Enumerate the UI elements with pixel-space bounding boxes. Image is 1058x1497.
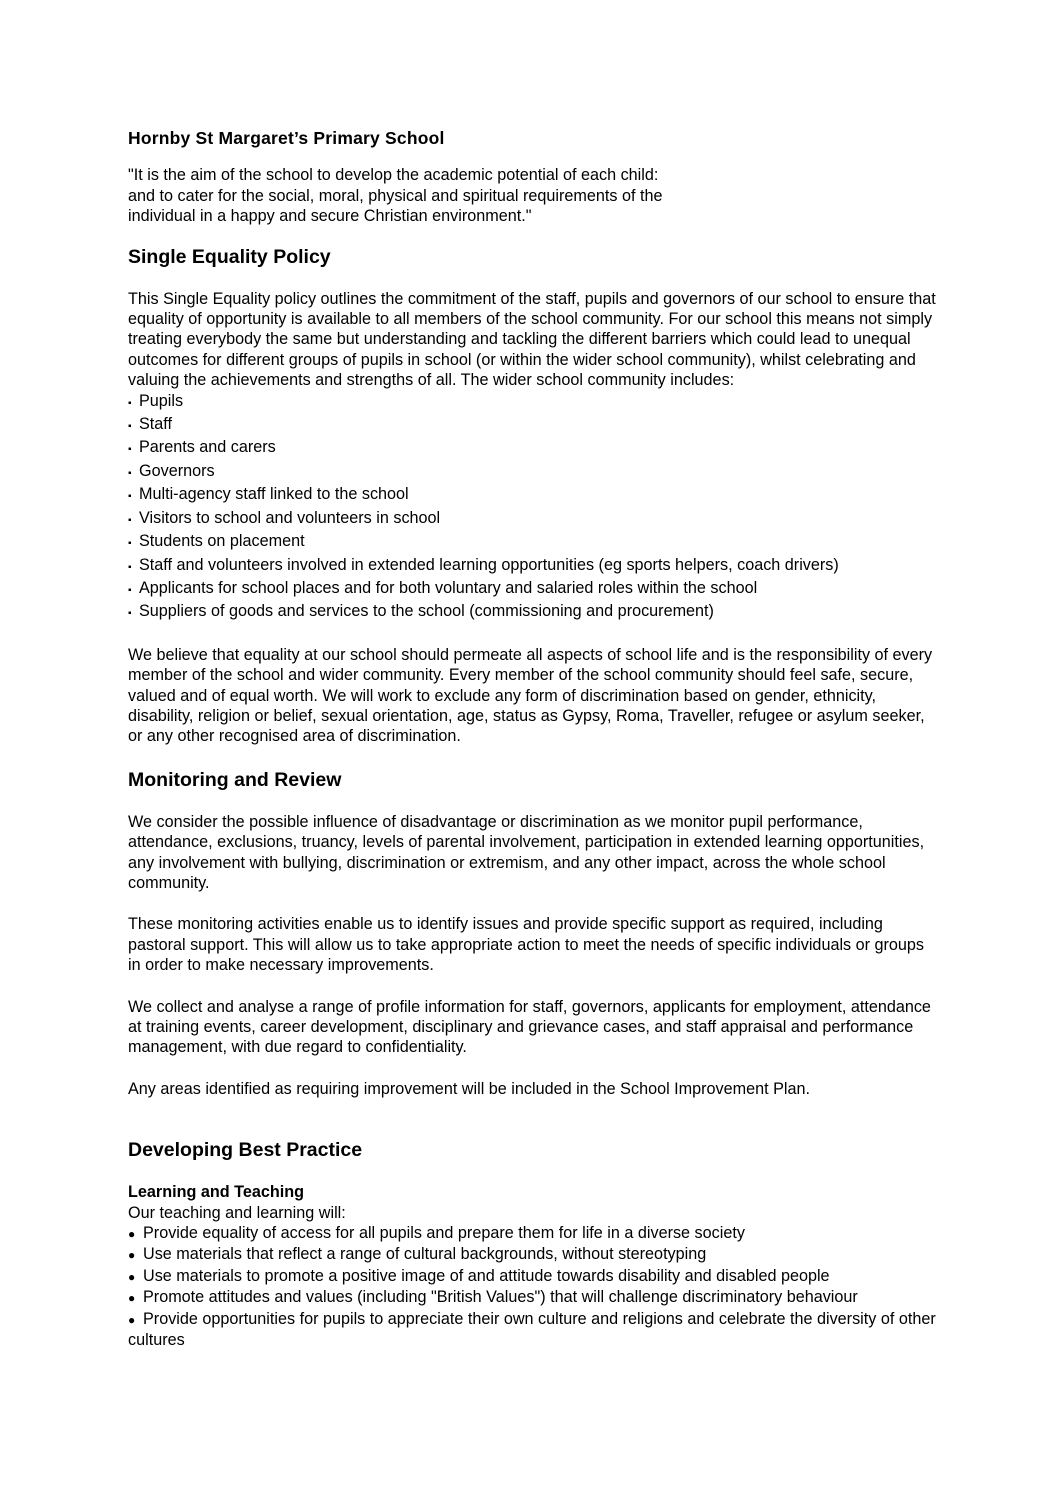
list-item: ▪ Governors xyxy=(128,461,940,484)
motto-line: "It is the aim of the school to develop the academic potential of each child: xyxy=(128,166,659,185)
single-equality-intro: This Single Equality policy outlines the commitment of the staff, pupils and governors of our school to ensure that equality of opportunity is available to all members of the school community. For our school this means not simply treating everybody the same but understanding and tackling the different barriers which could lead to unequal outcomes for different groups of pupils in school (or within the wider school community), whilst celebrating and valuing the achievements and strengths of all. The wider school community includes: xyxy=(128,289,936,390)
list-item: ● Promote attitudes and values (including "British Values") that will challenge discriminatory behaviour xyxy=(128,1287,940,1308)
monitoring-paragraph: We consider the possible influence of disadvantage or discrimination as we monitor pupil performance, attendance, exclusions, truancy, levels of parental involvement, participation in extended learning opportunities, any involvement with bullying, discrimination or extremism, and any other impact, across the whole school community. xyxy=(128,812,925,892)
subheading-learning-teaching: Learning and Teaching xyxy=(128,1183,304,1202)
list-item: ▪ Staff xyxy=(128,414,940,437)
list-item: ▪ Suppliers of goods and services to the school (commissioning and procurement) xyxy=(128,601,940,624)
section-heading-single-equality: Single Equality Policy xyxy=(128,245,331,268)
monitoring-paragraph: These monitoring activities enable us to identify issues and provide specific support as required, including pastoral support. This will allow us to take appropriate action to meet the needs of specific individuals or groups in order to make necessary improvements. xyxy=(128,915,925,975)
list-item: ▪ Visitors to school and volunteers in school xyxy=(128,508,940,531)
list-item: ▪ Multi-agency staff linked to the school xyxy=(128,484,940,507)
section-heading-best-practice: Developing Best Practice xyxy=(128,1139,363,1162)
list-item: ▪ Staff and volunteers involved in extended learning opportunities (eg sports helpers, coach drivers) xyxy=(128,555,940,578)
monitoring-paragraph: Any areas identified as requiring improvement will be included in the School Improvement Plan. xyxy=(128,1079,811,1098)
list-item: ● Use materials to promote a positive image of and attitude towards disability and disabled people xyxy=(128,1266,940,1287)
motto-line: individual in a happy and secure Christian environment." xyxy=(128,207,532,226)
learning-list xyxy=(128,1223,940,1350)
section-heading-monitoring: Monitoring and Review xyxy=(128,768,342,791)
list-item: ▪ Applicants for school places and for both voluntary and salaried roles within the school xyxy=(128,578,940,601)
spacer xyxy=(128,1120,940,1138)
list-item: ▪ Pupils xyxy=(128,391,940,414)
document-page xyxy=(128,128,940,1350)
equality-belief-paragraph: We believe that equality at our school should permeate all aspects of school life and is the responsibility of every member of the school and wider community. Every member of the school community should feel safe, secure, valued and of equal worth. We will work to exclude any form of discrimination based on gender, ethnicity, disability, religion or belief, sexual orientation, age, status as Gypsy, Roma, Traveller, refugee or asylum seeker, or any other recognised area of discrimination. xyxy=(128,645,933,746)
learning-lead: Our teaching and learning will: xyxy=(128,1203,346,1222)
list-item: ▪ Parents and carers xyxy=(128,437,940,460)
school-name: Hornby St Margaret’s Primary School xyxy=(128,128,445,148)
list-item: ▪ Students on placement xyxy=(128,531,940,554)
motto-line: and to cater for the social, moral, physical and spiritual requirements of the xyxy=(128,186,663,205)
community-list xyxy=(128,391,940,625)
list-item: ● Provide equality of access for all pupils and prepare them for life in a diverse society xyxy=(128,1223,940,1244)
monitoring-paragraph: We collect and analyse a range of profile information for staff, governors, applicants for employment, attendance at training events, career development, disciplinary and grievance cases, and staff appraisal and performance management, with due regard to confidentiality. xyxy=(128,997,931,1057)
school-motto xyxy=(128,165,940,226)
list-item: ● Use materials that reflect a range of cultural backgrounds, without stereotyping xyxy=(128,1244,940,1265)
list-item: ● Provide opportunities for pupils to appreciate their own culture and religions and celebrate the diversity of other cultures xyxy=(128,1309,940,1351)
